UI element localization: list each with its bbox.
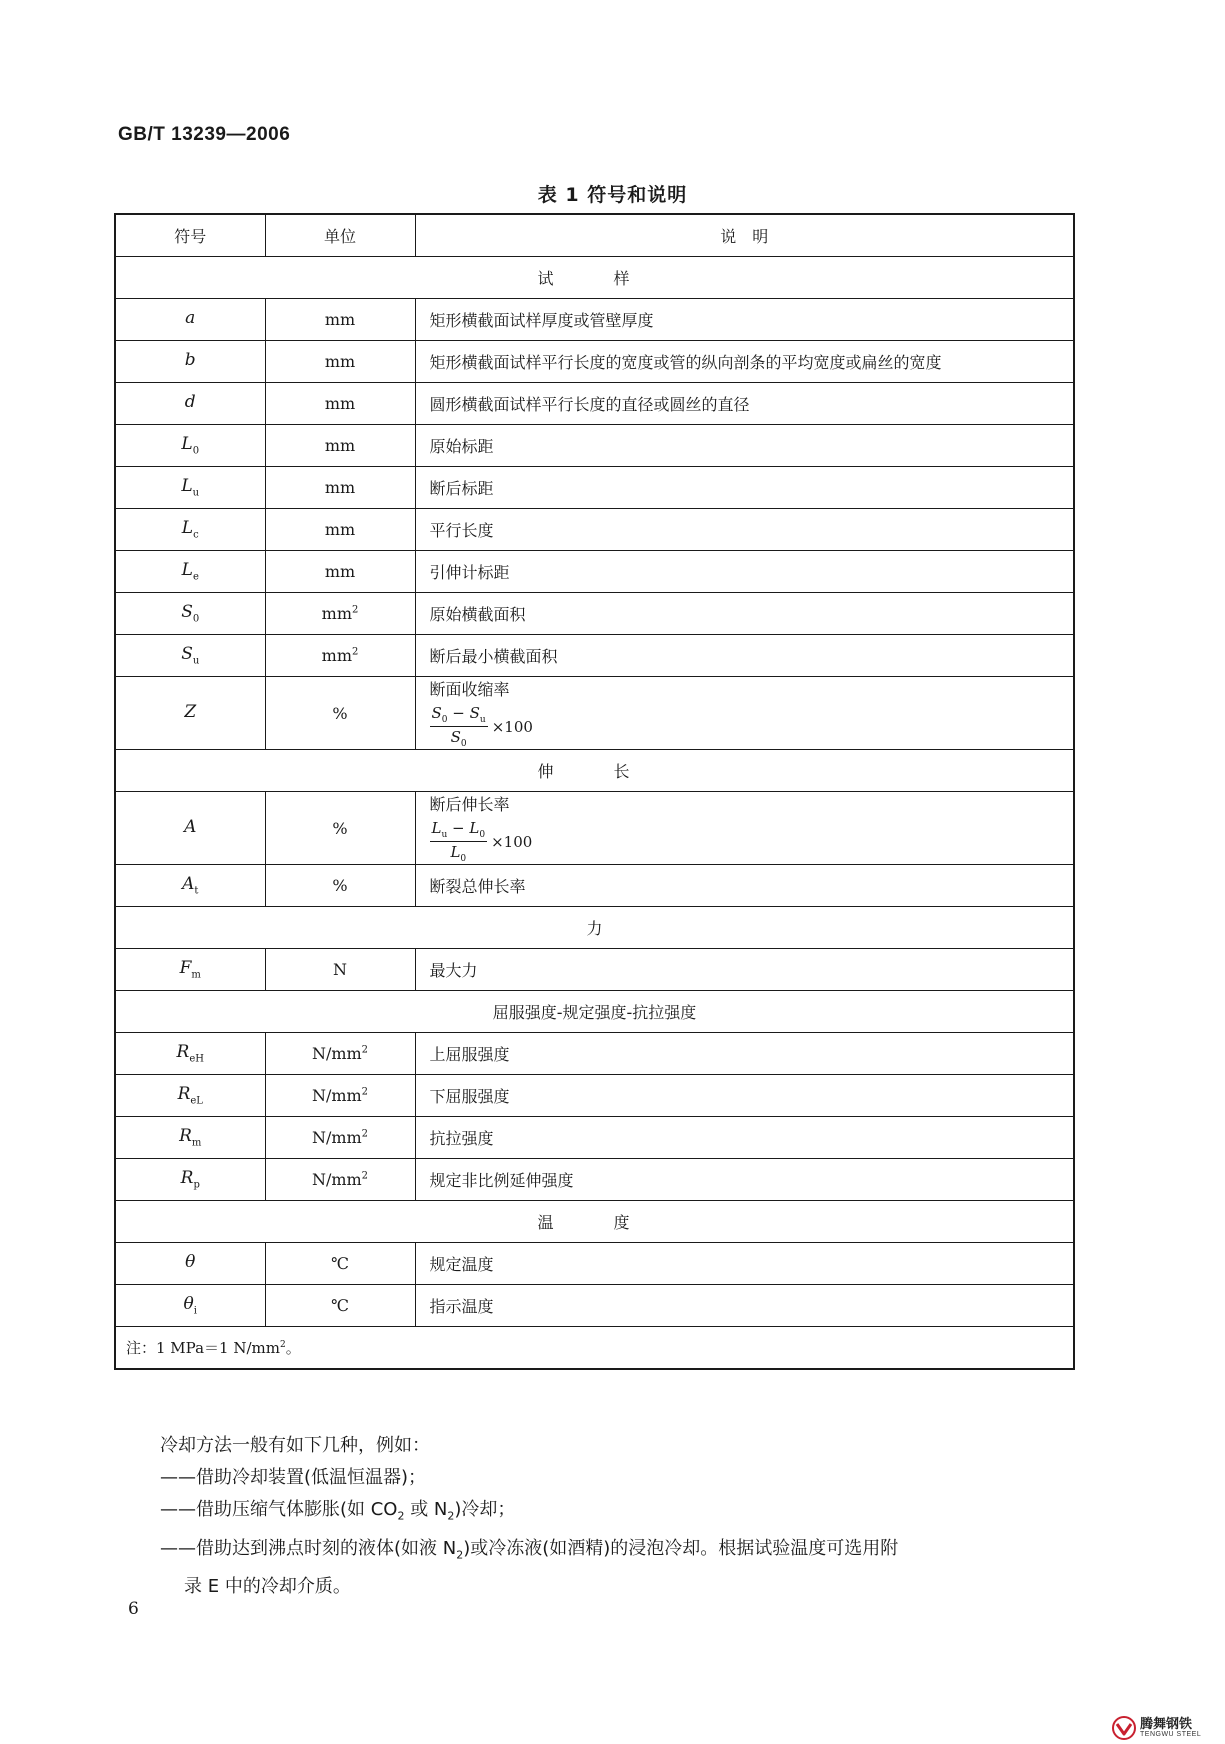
symbol-cell: $A_t$ xyxy=(115,865,265,907)
table-row xyxy=(115,509,1074,551)
symbol-cell: $\theta_i$ xyxy=(115,1285,265,1327)
symbol-cell: $R_{eL}$ xyxy=(115,1075,265,1117)
table-row xyxy=(115,341,1074,383)
symbol-cell: θ xyxy=(115,1243,265,1285)
unit-cell: $mm^2$ xyxy=(265,593,415,635)
table-row xyxy=(115,383,1074,425)
standard-code: GB/T 13239—2006 xyxy=(118,124,291,145)
unit-cell: $mm^2$ xyxy=(265,635,415,677)
unit-cell: % xyxy=(265,677,415,750)
unit-cell: % xyxy=(265,792,415,865)
cooling-intro: 冷却方法一般有如下几种，例如： xyxy=(160,1435,430,1456)
table-row xyxy=(115,635,1074,677)
unit-cell: mm xyxy=(265,341,415,383)
description-text: 上屈服强度 xyxy=(429,1045,510,1064)
section-title: 屈服强度-规定强度-抗拉强度 xyxy=(115,991,1074,1033)
description-text: 平行长度 xyxy=(429,521,494,540)
description-text: 下屈服强度 xyxy=(429,1087,510,1106)
section-row xyxy=(115,991,1074,1033)
description-cell xyxy=(415,865,1074,907)
symbol-cell: a xyxy=(115,299,265,341)
unit-cell: $N/mm^2$ xyxy=(265,1159,415,1201)
description-cell xyxy=(415,1243,1074,1285)
description-text: 断面收缩率 xyxy=(429,680,510,699)
table-row xyxy=(115,677,1074,750)
description-cell xyxy=(415,677,1074,750)
formula: $\frac{S_0 - S_u}{S_0}$ ×100 xyxy=(431,704,533,749)
symbol-cell: $R_m$ xyxy=(115,1117,265,1159)
symbol-cell: $L_c$ xyxy=(115,509,265,551)
logo-mark-icon xyxy=(1112,1716,1136,1740)
symbol-cell: $R_p$ xyxy=(115,1159,265,1201)
table-row xyxy=(115,1159,1074,1201)
table-row xyxy=(115,865,1074,907)
description-cell xyxy=(415,1033,1074,1075)
description-cell xyxy=(415,1075,1074,1117)
symbol-cell: $S_u$ xyxy=(115,635,265,677)
description-cell xyxy=(415,635,1074,677)
description-text: 矩形横截面试样厚度或管壁厚度 xyxy=(429,311,654,330)
cooling-item-2: ——借助压缩气体膨胀(如 $CO_2$ 或 $N_2$)冷却； xyxy=(160,1499,516,1523)
table-row xyxy=(115,1075,1074,1117)
symbol-cell: b xyxy=(115,341,265,383)
unit-cell: mm xyxy=(265,509,415,551)
logo-name-en: TENGWU STEEL xyxy=(1140,1731,1202,1738)
description-cell xyxy=(415,792,1074,865)
description-text: 断后标距 xyxy=(429,479,494,498)
col-header-unit: 单位 xyxy=(265,214,415,257)
section-row xyxy=(115,907,1074,949)
description-text: 指示温度 xyxy=(429,1297,494,1316)
body-text xyxy=(160,1430,1080,1603)
page-number: 6 xyxy=(128,1599,139,1619)
description-text: 矩形横截面试样平行长度的宽度或管的纵向剖条的平均宽度或扁丝的宽度 xyxy=(429,353,942,372)
description-text: 最大力 xyxy=(429,961,478,980)
description-text: 原始标距 xyxy=(429,437,494,456)
unit-cell: mm xyxy=(265,467,415,509)
formula: $\frac{L_u - L_0}{L_0}$ ×100 xyxy=(431,819,533,864)
table-header-row xyxy=(115,214,1074,257)
description-cell xyxy=(415,383,1074,425)
symbol-cell: Z xyxy=(115,677,265,750)
unit-cell: mm xyxy=(265,383,415,425)
description-text: 原始横截面积 xyxy=(429,605,526,624)
description-text: 断裂总伸长率 xyxy=(429,877,526,896)
description-cell xyxy=(415,593,1074,635)
description-text: 断后最小横截面积 xyxy=(429,647,558,666)
unit-cell: ℃ xyxy=(265,1243,415,1285)
symbols-table xyxy=(114,213,1075,1370)
table-caption: 表 1 符号和说明 xyxy=(537,184,688,206)
unit-cell: $N/mm^2$ xyxy=(265,1033,415,1075)
section-row xyxy=(115,1201,1074,1243)
symbol-cell: $F_m$ xyxy=(115,949,265,991)
description-text: 规定温度 xyxy=(429,1255,494,1274)
unit-cell: % xyxy=(265,865,415,907)
description-text: 引伸计标距 xyxy=(429,563,510,582)
description-cell xyxy=(415,949,1074,991)
description-cell xyxy=(415,509,1074,551)
unit-cell: mm xyxy=(265,299,415,341)
symbol-cell: $R_{eH}$ xyxy=(115,1033,265,1075)
table-row xyxy=(115,1033,1074,1075)
description-cell xyxy=(415,425,1074,467)
table-row xyxy=(115,1285,1074,1327)
table-row xyxy=(115,299,1074,341)
cooling-item-3: ——借助达到沸点时刻的液体(如液 $N_2$)或冷冻液(如酒精)的浸泡冷却。根据试验温度可选用附 xyxy=(160,1537,899,1562)
publisher-logo xyxy=(1112,1714,1222,1742)
symbol-cell: d xyxy=(115,383,265,425)
table-row xyxy=(115,593,1074,635)
description-cell xyxy=(415,299,1074,341)
col-header-description: 说 明 xyxy=(415,214,1074,257)
table-row xyxy=(115,551,1074,593)
description-cell xyxy=(415,551,1074,593)
section-title: 温 度 xyxy=(115,1201,1074,1243)
description-text: 抗拉强度 xyxy=(429,1129,494,1148)
unit-cell: mm xyxy=(265,551,415,593)
cooling-item-3-continued: 录 E 中的冷却介质。 xyxy=(184,1576,351,1598)
table-row xyxy=(115,425,1074,467)
description-cell xyxy=(415,1285,1074,1327)
unit-cell: mm xyxy=(265,425,415,467)
section-title: 试 样 xyxy=(115,257,1074,299)
table-row xyxy=(115,792,1074,865)
section-row xyxy=(115,257,1074,299)
table-row xyxy=(115,467,1074,509)
symbol-cell: $L_0$ xyxy=(115,425,265,467)
unit-cell: N xyxy=(265,949,415,991)
description-cell xyxy=(415,1159,1074,1201)
section-title: 伸 长 xyxy=(115,750,1074,792)
unit-cell: ℃ xyxy=(265,1285,415,1327)
description-text: 断后伸长率 xyxy=(429,795,510,814)
table-note: 注：1 MPa＝1 $N/mm^2$。 xyxy=(115,1327,1074,1370)
description-cell xyxy=(415,1117,1074,1159)
cooling-item-1: ——借助冷却装置(低温恒温器)； xyxy=(160,1467,427,1488)
symbol-cell: $S_0$ xyxy=(115,593,265,635)
description-text: 圆形横截面试样平行长度的直径或圆丝的直径 xyxy=(429,395,750,414)
section-row xyxy=(115,750,1074,792)
table-note-row xyxy=(115,1327,1074,1370)
symbol-cell: A xyxy=(115,792,265,865)
description-cell xyxy=(415,341,1074,383)
unit-cell: $N/mm^2$ xyxy=(265,1117,415,1159)
table-row xyxy=(115,949,1074,991)
symbol-cell: $L_e$ xyxy=(115,551,265,593)
section-title: 力 xyxy=(115,907,1074,949)
description-text: 规定非比例延伸强度 xyxy=(429,1171,574,1190)
logo-name-cn: 腾舞钢铁 xyxy=(1140,1717,1193,1732)
table-row xyxy=(115,1243,1074,1285)
symbol-cell: $L_u$ xyxy=(115,467,265,509)
unit-cell: $N/mm^2$ xyxy=(265,1075,415,1117)
table-row xyxy=(115,1117,1074,1159)
description-cell xyxy=(415,467,1074,509)
col-header-symbol: 符号 xyxy=(115,214,265,257)
